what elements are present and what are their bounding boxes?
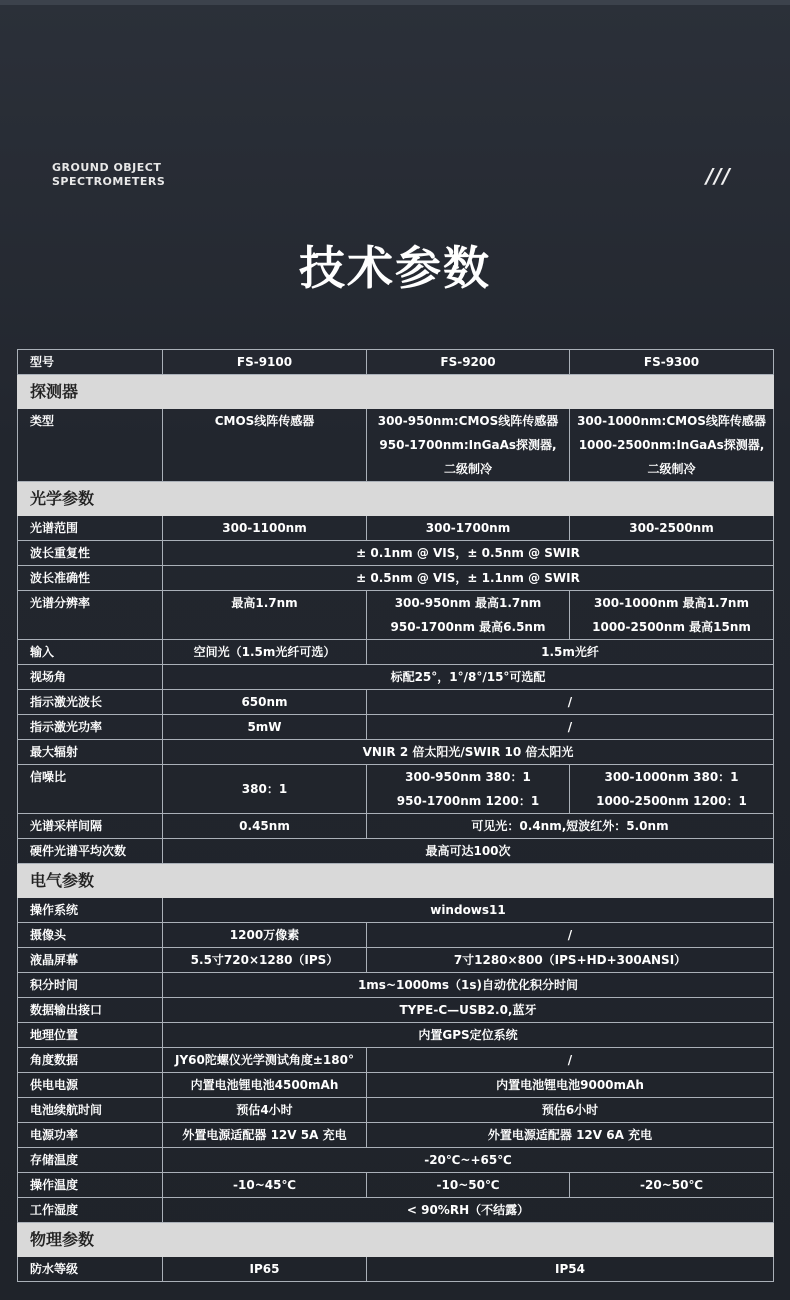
cell-line: 1000-2500nm:InGaAs探测器,: [578, 438, 765, 452]
table-row: [18, 1173, 774, 1198]
table-row: [18, 1023, 774, 1048]
cell-value: ± 0.5nm @ VIS，± 1.1nm @ SWIR: [163, 566, 774, 591]
cell-value: TYPE-C—USB2.0,蓝牙: [163, 998, 774, 1023]
section-title-electrical: 电气参数: [18, 864, 774, 898]
brand-line-1: GROUND OBJECT: [52, 161, 162, 174]
cell-value: 1.5m光纤: [367, 640, 774, 665]
table-row: [18, 948, 774, 973]
table-row: [18, 1257, 774, 1282]
table-row: [18, 1073, 774, 1098]
row-label: 摄像头: [18, 923, 163, 948]
section-row: [18, 1223, 774, 1257]
cell-line: 300-1000nm:CMOS线阵传感器: [577, 414, 766, 428]
cell-value: -20℃~+65℃: [163, 1148, 774, 1173]
cell-line: 二级制冷: [647, 462, 696, 476]
cell-value: 1ms~1000ms（1s)自动优化积分时间: [163, 973, 774, 998]
cell-value: 内置电池锂电池4500mAh: [163, 1073, 367, 1098]
table-row: [18, 998, 774, 1023]
cell-line: 300-950nm 最高1.7nm: [394, 596, 542, 610]
section-title-detector: 探测器: [18, 375, 774, 409]
table-row: [18, 765, 774, 814]
row-label: 类型: [18, 409, 163, 482]
cell-value: 650nm: [163, 690, 367, 715]
cell-value: 预估4小时: [163, 1098, 367, 1123]
table-row: [18, 1048, 774, 1073]
table-row: [18, 566, 774, 591]
section-row: [18, 375, 774, 409]
row-label: 输入: [18, 640, 163, 665]
cell-value: /: [367, 923, 774, 948]
cell-value: 300-1100nm: [163, 516, 367, 541]
header-model-1: FS-9100: [163, 350, 367, 375]
row-label: 光谱分辨率: [18, 591, 163, 640]
table-row: [18, 740, 774, 765]
table-row: [18, 591, 774, 640]
row-label: 液晶屏幕: [18, 948, 163, 973]
cell-value: VNIR 2 倍太阳光/SWIR 10 倍太阳光: [163, 740, 774, 765]
cell-line: 二级制冷: [443, 462, 492, 476]
cell-value: 内置GPS定位系统: [163, 1023, 774, 1048]
table-row: [18, 1148, 774, 1173]
cell-value: JY60陀螺仪光学测试角度±180°: [163, 1048, 367, 1073]
cell-value: -10~50℃: [367, 1173, 570, 1198]
table-row: [18, 923, 774, 948]
table-row: [18, 516, 774, 541]
row-label: 信噪比: [18, 765, 163, 814]
cell-value: 300-1700nm: [367, 516, 570, 541]
cell-value: 380：1: [163, 765, 367, 814]
row-label: 光谱采样间隔: [18, 814, 163, 839]
cell-value: /: [367, 715, 774, 740]
row-label: 最大辐射: [18, 740, 163, 765]
section-title-physical: 物理参数: [18, 1223, 774, 1257]
cell-value: 空间光（1.5m光纤可选）: [163, 640, 367, 665]
cell-value: 最高可达100次: [163, 839, 774, 864]
cell-value: [367, 409, 570, 482]
cell-value: 可见光：0.4nm,短波红外：5.0nm: [367, 814, 774, 839]
row-label: 光谱范围: [18, 516, 163, 541]
cell-value: [570, 765, 774, 814]
section-row: [18, 482, 774, 516]
table-row: [18, 640, 774, 665]
table-row: [18, 409, 774, 482]
table-row: [18, 665, 774, 690]
cell-value: 1200万像素: [163, 923, 367, 948]
cell-value: IP65: [163, 1257, 367, 1282]
cell-line: 300-950nm 380：1: [405, 770, 531, 784]
cell-value: windows11: [163, 898, 774, 923]
cell-line: 950-1700nm 最高6.5nm: [390, 620, 546, 634]
cell-line: 1000-2500nm 最高15nm: [592, 620, 751, 634]
row-label: 角度数据: [18, 1048, 163, 1073]
row-label: 波长重复性: [18, 541, 163, 566]
header-label: 型号: [18, 350, 163, 375]
row-label: 工作湿度: [18, 1198, 163, 1223]
cell-line: 1000-2500nm 1200：1: [596, 794, 747, 808]
row-label: 供电电源: [18, 1073, 163, 1098]
page-title: 技术参数: [299, 241, 491, 295]
row-label: 硬件光谱平均次数: [18, 839, 163, 864]
row-label: 存储温度: [18, 1148, 163, 1173]
cell-line: 950-1700nm:InGaAs探测器,: [379, 438, 557, 452]
brand-label: [52, 161, 165, 189]
cell-value: [570, 591, 774, 640]
slash-mark-icon: ///: [706, 164, 731, 188]
cell-value: 内置电池锂电池9000mAh: [367, 1073, 774, 1098]
cell-value: 7寸1280×800（IPS+HD+300ANSI）: [367, 948, 774, 973]
section-row: [18, 864, 774, 898]
table-row: [18, 541, 774, 566]
row-label: 视场角: [18, 665, 163, 690]
section-title-optical: 光学参数: [18, 482, 774, 516]
cell-value: 0.45nm: [163, 814, 367, 839]
cell-line: 300-1000nm 最高1.7nm: [594, 596, 749, 610]
row-label: 指示激光波长: [18, 690, 163, 715]
table-row: [18, 715, 774, 740]
cell-value: ± 0.1nm @ VIS，± 0.5nm @ SWIR: [163, 541, 774, 566]
cell-value: -20~50℃: [570, 1173, 774, 1198]
row-label: 波长准确性: [18, 566, 163, 591]
cell-value: 外置电源适配器 12V 6A 充电: [367, 1123, 774, 1148]
cell-value: [367, 591, 570, 640]
cell-value: [570, 409, 774, 482]
cell-line: 300-1000nm 380：1: [604, 770, 739, 784]
cell-value: 标配25°，1°/8°/15°可选配: [163, 665, 774, 690]
cell-value: 预估6小时: [367, 1098, 774, 1123]
brand-line-2: SPECTROMETERS: [52, 175, 166, 188]
row-label: 地理位置: [18, 1023, 163, 1048]
cell-value: 5.5寸720×1280（IPS）: [163, 948, 367, 973]
cell-value: < 90%RH（不结露）: [163, 1198, 774, 1223]
row-label: 数据输出接口: [18, 998, 163, 1023]
cell-value: 最高1.7nm: [163, 591, 367, 640]
table-header-row: [18, 350, 774, 375]
cell-value: /: [367, 1048, 774, 1073]
table-row: [18, 690, 774, 715]
table-row: [18, 898, 774, 923]
cell-line: 950-1700nm 1200：1: [396, 794, 540, 808]
cell-value: [367, 765, 570, 814]
top-divider: [0, 0, 790, 5]
row-label: 指示激光功率: [18, 715, 163, 740]
table-row: [18, 839, 774, 864]
spec-table: [17, 349, 774, 1282]
row-label: 操作温度: [18, 1173, 163, 1198]
cell-value: -10~45℃: [163, 1173, 367, 1198]
cell-value: 300-2500nm: [570, 516, 774, 541]
header-model-3: FS-9300: [570, 350, 774, 375]
table-row: [18, 1098, 774, 1123]
header-model-2: FS-9200: [367, 350, 570, 375]
table-row: [18, 973, 774, 998]
cell-value: IP54: [367, 1257, 774, 1282]
table-row: [18, 1123, 774, 1148]
cell-value: 外置电源适配器 12V 5A 充电: [163, 1123, 367, 1148]
cell-value: 5mW: [163, 715, 367, 740]
row-label: 操作系统: [18, 898, 163, 923]
row-label: 积分时间: [18, 973, 163, 998]
row-label: 电源功率: [18, 1123, 163, 1148]
row-label: 防水等级: [18, 1257, 163, 1282]
row-label: 电池续航时间: [18, 1098, 163, 1123]
cell-value: /: [367, 690, 774, 715]
table-row: [18, 814, 774, 839]
cell-value: CMOS线阵传感器: [163, 409, 367, 482]
table-row: [18, 1198, 774, 1223]
cell-line: 300-950nm:CMOS线阵传感器: [377, 414, 559, 428]
